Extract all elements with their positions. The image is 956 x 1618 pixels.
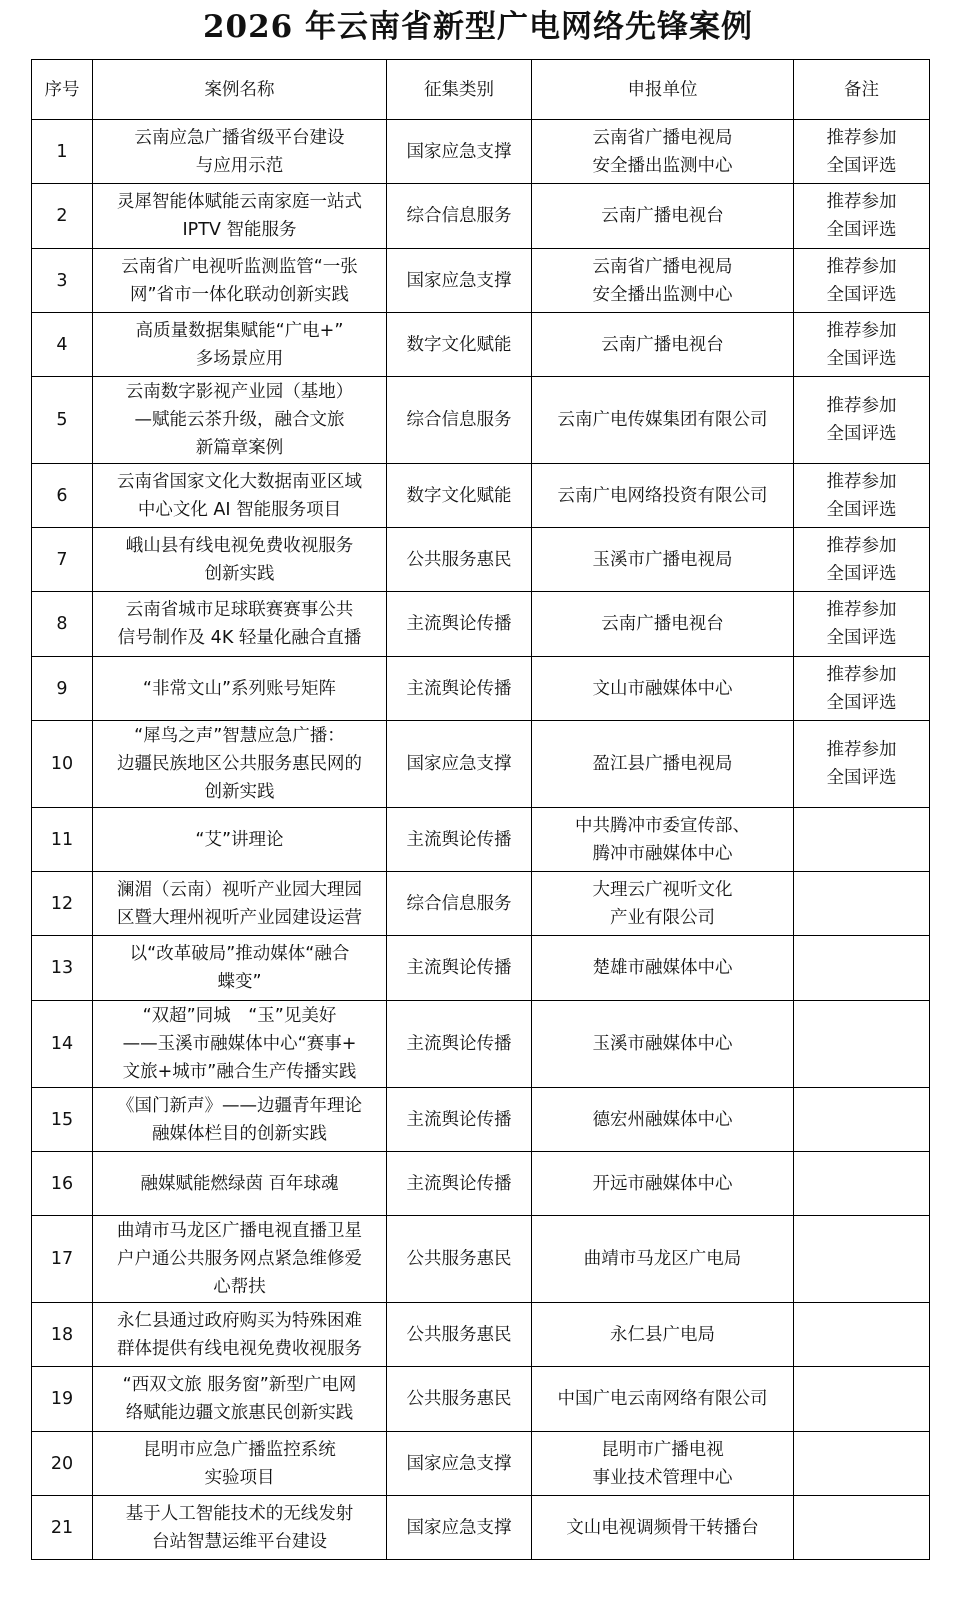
case-name [93, 313, 387, 377]
table-row [32, 1216, 930, 1303]
case-note-line: 推荐参加 [826, 192, 897, 212]
reporting-unit-line: 永仁县广电局 [610, 1324, 715, 1345]
case-category: 数字文化赋能 [387, 464, 532, 528]
case-name-line: 心帮扶 [213, 1277, 266, 1297]
row-number: 8 [32, 592, 93, 657]
case-note [794, 1152, 930, 1216]
reporting-unit-line: 云南广播电视台 [601, 206, 724, 226]
table-row [32, 936, 930, 1001]
case-name-line: 与应用示范 [195, 155, 284, 176]
case-category: 综合信息服务 [387, 184, 532, 249]
case-name-line: 群体提供有线电视免费收视服务 [117, 1338, 362, 1359]
case-note-line: 全国评选 [826, 628, 897, 648]
case-note [794, 377, 930, 464]
case-category: 国家应急支撑 [387, 721, 532, 808]
reporting-unit [532, 1088, 794, 1152]
document-title: 2026 年云南省新型广电网络先锋案例 [202, 9, 754, 45]
row-number: 6 [32, 464, 93, 528]
reporting-unit-line: 文山市融媒体中心 [592, 678, 733, 699]
case-name-line: 《国门新声》——边疆青年理论 [117, 1095, 362, 1116]
case-name-line: IPTV 智能服务 [182, 220, 297, 240]
reporting-unit-line: 产业有限公司 [610, 907, 715, 928]
case-name-line: 云南省国家文化大数据南亚区域 [117, 471, 362, 492]
table-row [32, 1496, 930, 1560]
case-note [794, 1088, 930, 1152]
case-note-line: 推荐参加 [826, 396, 897, 416]
row-number: 9 [32, 657, 93, 721]
case-name-line: 蝶变” [217, 972, 262, 992]
case-note-line: 全国评选 [826, 220, 897, 240]
table-row [32, 808, 930, 872]
case-note [794, 528, 930, 592]
case-category: 主流舆论传播 [387, 1001, 532, 1088]
case-category: 公共服务惠民 [387, 528, 532, 592]
reporting-unit-line: 云南广电传媒集团有限公司 [557, 410, 768, 430]
row-number: 21 [32, 1496, 93, 1560]
case-note-line: 全国评选 [826, 563, 897, 584]
row-number: 20 [32, 1432, 93, 1496]
case-note-line: 推荐参加 [826, 471, 897, 492]
reporting-unit-line: 云南省广播电视局 [592, 256, 733, 277]
case-category: 国家应急支撑 [387, 120, 532, 184]
case-name-line: “非常文山”系列账号矩阵 [142, 678, 337, 699]
header-no: 序号 [32, 60, 93, 120]
case-note [794, 1303, 930, 1367]
case-note-line: 全国评选 [826, 692, 897, 713]
reporting-unit [532, 120, 794, 184]
reporting-unit-line: 盈江县广播电视局 [592, 754, 733, 774]
case-note [794, 657, 930, 721]
table-row [32, 184, 930, 249]
case-note [794, 464, 930, 528]
case-category: 国家应急支撑 [387, 1432, 532, 1496]
case-name-line: —赋能云茶升级，融合文旅 [134, 410, 345, 430]
reporting-unit-line: 安全播出监测中心 [592, 155, 733, 176]
header-category: 征集类别 [387, 60, 532, 120]
table-row [32, 1432, 930, 1496]
case-name-line: “艾”讲理论 [195, 829, 284, 850]
case-category: 主流舆论传播 [387, 808, 532, 872]
row-number: 2 [32, 184, 93, 249]
case-name-line: 网”省市一体化联动创新实践 [129, 284, 350, 305]
case-name-line: 信号制作及 4K 轻量化融合直播 [117, 628, 362, 648]
case-note [794, 313, 930, 377]
case-note-line: 推荐参加 [826, 127, 897, 148]
row-number: 13 [32, 936, 93, 1001]
table-row [32, 1303, 930, 1367]
case-name-line: 新篇章案例 [195, 438, 284, 458]
reporting-unit [532, 936, 794, 1001]
case-note-line: 全国评选 [826, 768, 897, 788]
case-category: 国家应急支撑 [387, 1496, 532, 1560]
row-number: 12 [32, 872, 93, 936]
case-note-line: 全国评选 [826, 424, 897, 444]
table-row [32, 528, 930, 592]
reporting-unit [532, 872, 794, 936]
reporting-unit-line: 腾冲市融媒体中心 [592, 843, 733, 864]
case-name [93, 1216, 387, 1303]
case-name-line: 创新实践 [204, 563, 275, 584]
case-note [794, 721, 930, 808]
reporting-unit [532, 721, 794, 808]
case-category: 主流舆论传播 [387, 592, 532, 657]
case-name-line: 云南应急广播省级平台建设 [134, 127, 345, 148]
case-note [794, 1001, 930, 1088]
table-row [32, 464, 930, 528]
header-unit: 申报单位 [532, 60, 794, 120]
reporting-unit [532, 1303, 794, 1367]
case-note [794, 249, 930, 313]
table-row [32, 377, 930, 464]
row-number: 17 [32, 1216, 93, 1303]
table-row [32, 1152, 930, 1216]
case-note [794, 592, 930, 657]
case-name-line: 文旅+城市”融合生产传播实践 [122, 1062, 357, 1082]
case-name-line: 基于人工智能技术的无线发射 [125, 1503, 354, 1524]
reporting-unit [532, 377, 794, 464]
reporting-unit-line: 德宏州融媒体中心 [592, 1109, 733, 1130]
header-name: 案例名称 [93, 60, 387, 120]
table-row [32, 249, 930, 313]
case-name-line: 户户通公共服务网点紧急维修爱 [117, 1249, 362, 1269]
case-name [93, 1367, 387, 1432]
table-row [32, 872, 930, 936]
case-note [794, 872, 930, 936]
reporting-unit-line: 中国广电云南网络有限公司 [557, 1389, 768, 1409]
reporting-unit-line: 云南广播电视台 [601, 334, 724, 355]
case-name [93, 464, 387, 528]
row-number: 15 [32, 1088, 93, 1152]
case-category: 公共服务惠民 [387, 1216, 532, 1303]
reporting-unit [532, 1216, 794, 1303]
reporting-unit [532, 1432, 794, 1496]
case-name-line: 云南省广电视听监测监管“一张 [121, 256, 358, 277]
table-row [32, 657, 930, 721]
case-name-line: 昆明市应急广播监控系统 [143, 1439, 336, 1460]
case-name-line: 澜湄（云南）视听产业园大理园 [117, 879, 362, 900]
case-category: 公共服务惠民 [387, 1367, 532, 1432]
case-note-line: 全国评选 [826, 284, 897, 305]
case-category: 数字文化赋能 [387, 313, 532, 377]
case-name-line: 曲靖市马龙区广播电视直播卫星 [117, 1221, 362, 1241]
reporting-unit [532, 657, 794, 721]
case-name-line: ——玉溪市融媒体中心“赛事+ [122, 1034, 357, 1054]
case-name-line: 络赋能边疆文旅惠民创新实践 [125, 1403, 354, 1423]
case-note-line: 全国评选 [826, 499, 897, 520]
case-name [93, 1088, 387, 1152]
case-name [93, 808, 387, 872]
case-note [794, 1496, 930, 1560]
reporting-unit [532, 1367, 794, 1432]
reporting-unit-line: 云南广播电视台 [601, 614, 724, 634]
reporting-unit-line: 事业技术管理中心 [592, 1467, 733, 1488]
case-name-line: 区暨大理州视听产业园建设运营 [117, 907, 362, 928]
case-name [93, 872, 387, 936]
case-name-line: 融媒赋能燃绿茵 百年球魂 [140, 1173, 339, 1194]
case-note [794, 1216, 930, 1303]
case-name [93, 592, 387, 657]
row-number: 7 [32, 528, 93, 592]
header-row [32, 60, 930, 120]
case-name-line: 云南省城市足球联赛赛事公共 [125, 600, 354, 620]
case-note-line: 全国评选 [826, 348, 897, 369]
case-name [93, 528, 387, 592]
case-name-line: 实验项目 [204, 1467, 275, 1488]
reporting-unit [532, 313, 794, 377]
row-number: 16 [32, 1152, 93, 1216]
reporting-unit [532, 528, 794, 592]
case-name-line: 多场景应用 [195, 348, 284, 369]
case-category: 主流舆论传播 [387, 657, 532, 721]
case-note-line: 推荐参加 [826, 740, 897, 760]
case-category: 综合信息服务 [387, 872, 532, 936]
row-number: 14 [32, 1001, 93, 1088]
case-name [93, 1152, 387, 1216]
case-name-line: 台站智慧运维平台建设 [152, 1531, 327, 1552]
case-name [93, 936, 387, 1001]
reporting-unit-line: 开远市融媒体中心 [592, 1173, 733, 1194]
reporting-unit-line: 玉溪市广播电视局 [592, 549, 733, 570]
case-name-line: 融媒体栏目的创新实践 [152, 1123, 327, 1144]
case-name [93, 1303, 387, 1367]
case-name [93, 721, 387, 808]
row-number: 4 [32, 313, 93, 377]
case-name-line: 以“改革破局”推动媒体“融合 [129, 944, 350, 964]
reporting-unit [532, 249, 794, 313]
case-name-line: 永仁县通过政府购买为特殊困难 [117, 1310, 362, 1331]
case-name [93, 120, 387, 184]
case-name-line: 峨山县有线电视免费收视服务 [125, 535, 354, 556]
case-name-line: 灵犀智能体赋能云南家庭一站式 [117, 192, 362, 212]
reporting-unit [532, 464, 794, 528]
reporting-unit-line: 大理云广视听文化 [592, 879, 733, 900]
row-number: 18 [32, 1303, 93, 1367]
case-note [794, 936, 930, 1001]
row-number: 11 [32, 808, 93, 872]
case-note [794, 808, 930, 872]
case-note-line: 全国评选 [826, 155, 897, 176]
row-number: 5 [32, 377, 93, 464]
case-category: 国家应急支撑 [387, 249, 532, 313]
case-note [794, 120, 930, 184]
case-note-line: 推荐参加 [826, 664, 897, 685]
reporting-unit-line: 中共腾冲市委宣传部、 [575, 815, 750, 836]
case-note [794, 1367, 930, 1432]
case-name-line: 边疆民族地区公共服务惠民网的 [117, 754, 362, 774]
table-row [32, 1001, 930, 1088]
row-number: 10 [32, 721, 93, 808]
case-note-line: 推荐参加 [826, 256, 897, 277]
case-name [93, 184, 387, 249]
case-note-line: 推荐参加 [826, 320, 897, 341]
case-category: 主流舆论传播 [387, 1152, 532, 1216]
reporting-unit-line: 安全播出监测中心 [592, 284, 733, 305]
reporting-unit-line: 昆明市广播电视 [601, 1439, 724, 1460]
table-row [32, 721, 930, 808]
case-category: 公共服务惠民 [387, 1303, 532, 1367]
case-category: 主流舆论传播 [387, 936, 532, 1001]
table-body [32, 120, 930, 1560]
reporting-unit-line: 楚雄市融媒体中心 [592, 958, 733, 978]
case-note-line: 推荐参加 [826, 600, 897, 620]
case-note [794, 184, 930, 249]
case-category: 主流舆论传播 [387, 1088, 532, 1152]
table-row [32, 592, 930, 657]
case-name [93, 249, 387, 313]
case-name-line: 中心文化 AI 智能服务项目 [137, 499, 342, 520]
table-row [32, 1367, 930, 1432]
table-row [32, 313, 930, 377]
case-note-line: 推荐参加 [826, 535, 897, 556]
case-name-line: “西双文旅 服务窗”新型广电网 [122, 1375, 357, 1395]
reporting-unit [532, 1496, 794, 1560]
case-name [93, 377, 387, 464]
reporting-unit [532, 592, 794, 657]
table-row [32, 1088, 930, 1152]
case-name-line: “犀鸟之声”智慧应急广播： [134, 726, 345, 746]
reporting-unit [532, 184, 794, 249]
reporting-unit [532, 1001, 794, 1088]
row-number: 3 [32, 249, 93, 313]
case-name-line: 高质量数据集赋能“广电+” [135, 320, 344, 341]
reporting-unit-line: 云南省广播电视局 [592, 127, 733, 148]
reporting-unit-line: 文山电视调频骨干转播台 [566, 1517, 759, 1538]
reporting-unit-line: 玉溪市融媒体中心 [592, 1034, 733, 1054]
case-name [93, 1496, 387, 1560]
case-name-line: 云南数字影视产业园（基地） [125, 382, 354, 402]
reporting-unit-line: 曲靖市马龙区广电局 [583, 1249, 742, 1269]
case-name-line: “双超”同城 “玉”见美好 [142, 1006, 337, 1026]
case-name [93, 1432, 387, 1496]
row-number: 1 [32, 120, 93, 184]
reporting-unit-line: 云南广电网络投资有限公司 [557, 485, 768, 506]
case-name-line: 创新实践 [204, 782, 275, 802]
cases-table [31, 59, 930, 1560]
table-header [32, 60, 930, 120]
case-category: 综合信息服务 [387, 377, 532, 464]
reporting-unit [532, 1152, 794, 1216]
case-name [93, 657, 387, 721]
reporting-unit [532, 808, 794, 872]
header-note: 备注 [794, 60, 930, 120]
row-number: 19 [32, 1367, 93, 1432]
case-name [93, 1001, 387, 1088]
table-row [32, 120, 930, 184]
case-note [794, 1432, 930, 1496]
